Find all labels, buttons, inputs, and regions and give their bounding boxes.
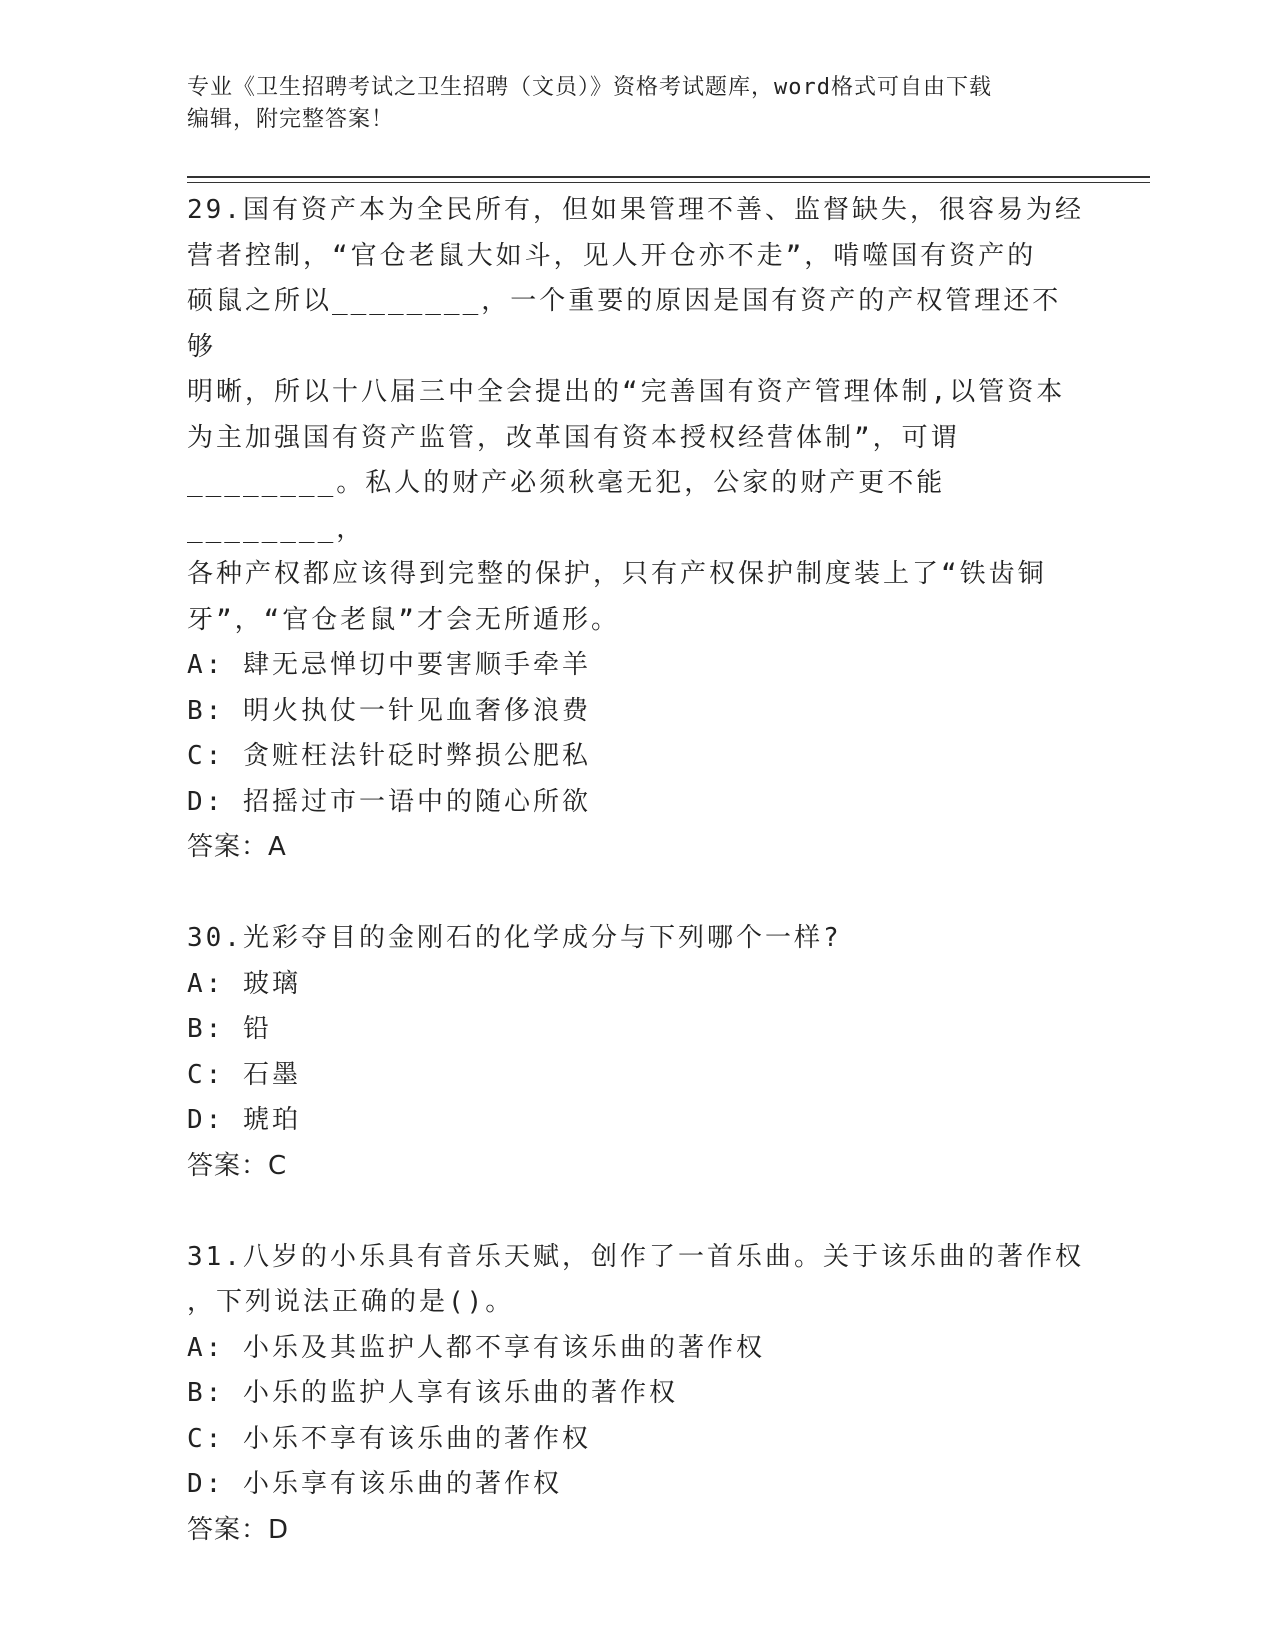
question-text-line: ，下列说法正确的是()。: [187, 1287, 515, 1317]
option-c: C: 贪赃枉法针砭时弊损公肥私: [187, 741, 591, 771]
option-a: A: 小乐及其监护人都不享有该乐曲的著作权: [187, 1332, 765, 1363]
question-text-line: 明晰，所以十八届三中全会提出的“完善国有资产管理体制,以管资本: [187, 377, 1066, 407]
question-text-line: 各种产权都应该得到完整的保护，只有产权保护制度装上了“铁齿铜: [187, 559, 1047, 589]
answer-label: 答案：C: [187, 1150, 288, 1181]
question-text-line: ________。私人的财产必须秋毫无犯，公家的财产更不能________，: [187, 468, 946, 544]
question-text-line: 牙”，“官仓老鼠”才会无所遁形。: [187, 604, 620, 635]
question-gap: [187, 871, 1087, 917]
question-text-line: 为主加强国有资产监管，改革国有资本授权经营体制”，可谓: [187, 422, 960, 453]
option-a: A: 玻璃: [187, 968, 301, 999]
question-31: [187, 1235, 1087, 1554]
option-b: B: 小乐的监护人享有该乐曲的著作权: [187, 1378, 678, 1408]
option-a: A: 肆无忌惮切中要害顺手牵羊: [187, 650, 591, 680]
question-list: [187, 188, 1087, 1553]
header-line-2: 编辑，附完整答案！: [187, 107, 395, 132]
question-30: [187, 916, 1087, 1189]
option-c: C: 石墨: [187, 1059, 301, 1090]
question-text-line: 29.国有资产本为全民所有，但如果管理不善、监督缺失，很容易为经: [187, 195, 1084, 225]
question-text-line: 硕鼠之所以________，一个重要的原因是国有资产的产权管理还不够: [187, 286, 1062, 362]
option-c: C: 小乐不享有该乐曲的著作权: [187, 1423, 591, 1454]
answer-label: 答案：A: [187, 832, 287, 862]
question-text-line: 30.光彩夺目的金刚石的化学成分与下列哪个一样?: [187, 923, 842, 953]
question-text-line: 营者控制，“官仓老鼠大如斗，见人开仓亦不走”，啃噬国有资产的: [187, 240, 1037, 271]
header-divider-thick: [187, 176, 1150, 178]
header-line-1: 专业《卫生招聘考试之卫生招聘（文员）》资格考试题库，word格式可自由下载: [187, 75, 992, 100]
question-gap: [187, 1189, 1087, 1235]
option-d: D: 琥珀: [187, 1105, 301, 1135]
option-d: D: 招摇过市一语中的随心所欲: [187, 786, 591, 817]
document-header: [187, 72, 1067, 136]
answer-label: 答案：D: [187, 1514, 290, 1545]
option-d: D: 小乐享有该乐曲的著作权: [187, 1469, 562, 1499]
question-29: [187, 188, 1087, 871]
question-text-line: 31.八岁的小乐具有音乐天赋，创作了一首乐曲。关于该乐曲的著作权: [187, 1241, 1084, 1272]
option-b: B: 明火执仗一针见血奢侈浪费: [187, 695, 591, 726]
header-divider-thin: [187, 182, 1150, 183]
option-b: B: 铅: [187, 1014, 272, 1044]
